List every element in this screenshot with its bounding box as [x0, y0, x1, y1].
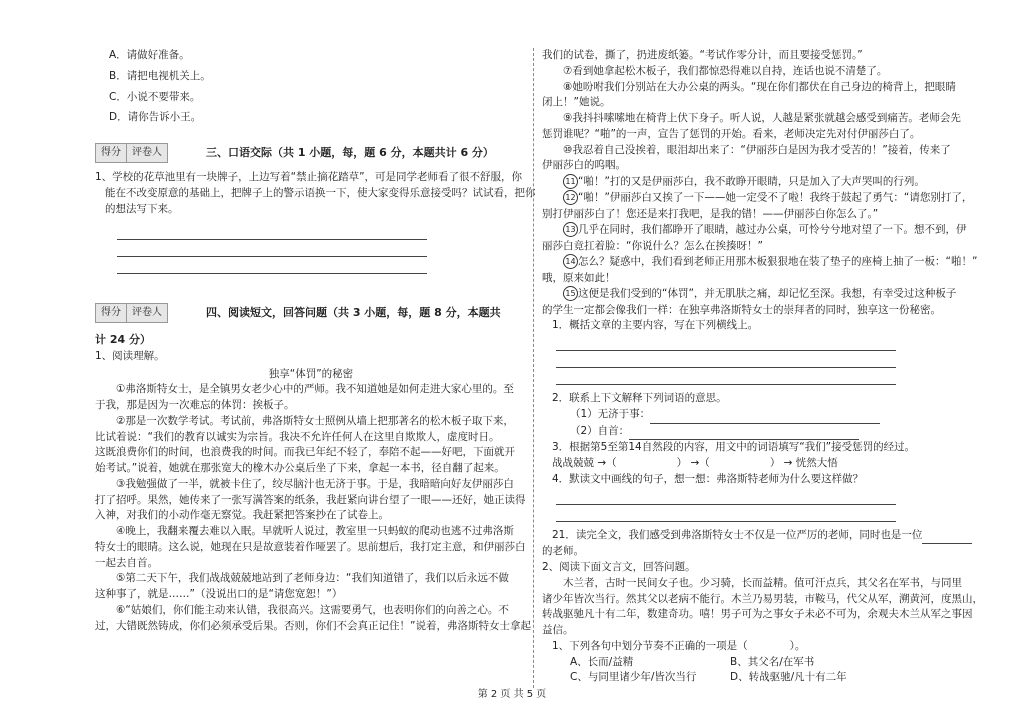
- question-2b-label: （2）自首：: [570, 424, 630, 437]
- text-line: ①弗洛斯特女士，是全镇男女老少心中的严师。我不知道她是如何走进大家心里的。至: [116, 383, 514, 396]
- text-line: ⑤第二天下午，我们战战兢兢地站到了老师身边：“我们知道错了，我们以后永远不做: [116, 572, 509, 585]
- mc-option-a[interactable]: A、长而/益精: [570, 655, 634, 668]
- paragraph-number: 15: [563, 286, 578, 301]
- text-line: ⑨我抖抖嗦嗦地在椅背上伏下身子。听人说，人越是紧张就越会感受到痛苦。老师会先: [563, 112, 961, 124]
- question-3: 3．根据第5至第14自然段的内容，用文中的词语填写“我们”接受惩罚的经过。: [552, 441, 916, 454]
- question-3-chain: [542, 456, 974, 472]
- score-box: [95, 303, 168, 323]
- question-21-cont: 的老师。: [542, 545, 584, 558]
- text-line: 打了招呼。果然，她传来了一张写满答案的纸条，我赶紧向讲台望了一眼——还好，她正读得: [95, 493, 526, 506]
- text-line: 几乎在同时，我们都睁开了眼睛，越过办公桌，可怜兮兮地对望了一下。想不到，伊: [578, 223, 967, 236]
- option-c: C．小说不要带来。: [109, 90, 201, 103]
- right-column: [542, 48, 983, 686]
- answer-line[interactable]: [556, 509, 896, 522]
- paragraph-number: 14: [563, 254, 578, 269]
- text-line: 伊丽莎白的呜咽。: [542, 159, 626, 172]
- text-line: ②那是一次数学考试。考试前，弗洛斯特女士照例从墙上把那著名的松木板子取下来，: [116, 414, 514, 427]
- paragraph-15: [542, 286, 974, 302]
- question-1: 1．概括文章的主要内容，写在下列横线上。: [552, 319, 759, 332]
- paragraph-11: [542, 174, 974, 190]
- grader-label: 评卷人: [126, 304, 167, 322]
- paragraph-number: 12: [563, 190, 578, 205]
- question-line: 的想法写下来。: [105, 202, 179, 215]
- text-line: ⑥“姑娘们，你们能主动来认错，我很高兴。这需要勇气，也表明你们的向善之心。不: [116, 603, 509, 616]
- page-footer: 第 2 页 共 5 页: [477, 689, 547, 700]
- text-line: 这便是我们受到的“体罚”，并无肌肤之痛，却记忆至深。我想，有幸受过这种板子: [578, 287, 957, 300]
- paragraph-number: 13: [563, 222, 578, 237]
- article-paragraph-4: [95, 524, 527, 571]
- answer-blank[interactable]: [922, 528, 972, 545]
- question-21-text: 21．读完全文，我们感受到弗洛斯特女士不仅是一位严厉的老师，同时也是一位: [552, 528, 923, 541]
- text-line: ⑦看到她拿起松木板子，我们都惊恐得难以自持，连话也说不清楚了。: [563, 64, 888, 77]
- article-title: 独享“体罚”的秘密: [268, 367, 354, 380]
- answer-line[interactable]: [556, 338, 896, 351]
- section3-question: [95, 170, 536, 217]
- text-line: “啪！”伊丽莎白又挨了一下——她一定受不了啦！我终于鼓起了勇气：“请您别打了，: [578, 191, 973, 204]
- answer-blank[interactable]: [629, 424, 859, 441]
- question-line: 能在不改变原意的基础上，把牌子上的警示语换一下，使大家变得乐意接受吗？试试看，把你: [105, 186, 536, 199]
- chain-start: 战战兢兢: [552, 457, 594, 469]
- text-line: 比试着说：“我们的教育以诚实为宗旨。我决不允许任何人在这里自欺欺人，虚度时日。: [95, 430, 500, 443]
- question-2a: [542, 407, 974, 424]
- classical-line: 诸少年皆次当行。然其父以老病不能行。木兰乃易男装，市鞍马，代父从军，溯黄河，度黑山，: [542, 592, 983, 605]
- grader-label: 评卷人: [126, 144, 167, 162]
- text-line: 怎么？疑惑中，我们看到老师正用那木板狠狠地在装了垫子的座椅上抽了一板：“啪！”: [578, 255, 978, 268]
- article-paragraph-1: [95, 382, 527, 414]
- answer-line[interactable]: [117, 227, 427, 240]
- left-column: [95, 48, 536, 634]
- option-d: D．请你告诉小王。: [109, 111, 202, 124]
- column-divider: [533, 48, 535, 688]
- answer-line[interactable]: [556, 372, 896, 385]
- score-box: [95, 143, 168, 163]
- mc-options-row-1: [542, 655, 974, 671]
- paragraph-14: [542, 254, 978, 270]
- answer-lines: [556, 338, 896, 385]
- score-label: 得分: [96, 304, 126, 322]
- text-line: “啪！”打的又是伊丽莎白，我不敢睁开眼睛，只是加入了大声哭叫的行列。: [578, 175, 925, 188]
- answer-lines: [556, 492, 896, 522]
- answer-line[interactable]: [556, 355, 896, 368]
- reading-intro: 1、阅读理解。: [95, 349, 165, 362]
- section4-title: 四、阅读短文，回答问题（共 3 小题，每，题 8 分，本题共: [206, 306, 501, 319]
- chain-arrow: →（: [597, 457, 617, 469]
- option-b: B．请把电视机关上。: [109, 69, 211, 82]
- section3-header: [95, 142, 527, 164]
- question-21: [542, 528, 974, 545]
- text-line: 这既浪费你们的时间，也浪费我的时间。而我已年纪不轻了，奉陪不起——好吧，下面就开: [95, 446, 515, 459]
- mc-option-c[interactable]: C、与同里诸少年/皆次当行: [570, 671, 697, 684]
- text-line: 惩罚谁呢？“啪”的一声，宣告了惩罚的开始。看来，老师决定先对付伊丽莎白了。: [542, 127, 921, 140]
- classical-line: 木兰者，古时一民间女子也。少习骑，长而益精。值可汗点兵，其父名在军书，与同里: [563, 576, 962, 589]
- text-line: 一起去自首。: [95, 556, 158, 569]
- chain-close: ）: [769, 457, 781, 469]
- text-line: 的学生一定都会像我们一样：在独享弗洛斯特女士的崇拜者的同时，独享这一份秘密。: [542, 303, 941, 316]
- article-paragraph-5: [95, 571, 527, 603]
- text-line: 闭上！”她说。: [542, 96, 611, 109]
- mc-option-b[interactable]: B、其父名/在军书: [730, 655, 815, 668]
- question-2b: [542, 424, 974, 441]
- text-line: 过，大错既然铸成，你们必须承受后果。否则，你们不会真正记住！”说着，弗洛斯特女士拿起: [95, 619, 531, 632]
- answer-lines: [117, 227, 427, 274]
- mc-options-row-2: [542, 670, 974, 686]
- paragraph-12: [542, 190, 974, 206]
- chain-arrow: →（: [690, 457, 710, 469]
- text-line: ④晚上，我翻来覆去难以入眠。早就听人说过，教室里一只蚂蚁的爬动也逃不过弗洛斯: [116, 525, 514, 537]
- classical-line: 转战驱驰凡十有二年，数建奇功。嘻！男子可为之事女子未必不可为，余观夫木兰从军之事因: [542, 608, 973, 621]
- answer-line[interactable]: [117, 261, 427, 274]
- text-line: 哦，原来如此！: [542, 271, 616, 284]
- question-2a-label: （1）无济于事：: [570, 407, 651, 420]
- question-line: 1、学校的花草池里有一块牌子，上边写着“禁止摘花踏草”，可是同学老师看了很不舒服，你: [95, 171, 523, 183]
- text-line: 别打伊丽莎白了！您还是来打我吧，是我的错！——伊丽莎白你怎么了。”: [542, 207, 879, 220]
- question-2: 2．联系上下文解释下列词语的意思。: [552, 392, 727, 404]
- article-paragraph-6: [95, 603, 531, 635]
- article-paragraph-2: [95, 414, 527, 477]
- answer-line[interactable]: [556, 492, 896, 505]
- mc-stem: 1、下列各句中划分节奏不正确的一项是（ ）。: [552, 639, 806, 652]
- text-line: ③我勉强做了一半，就被卡住了，绞尽脑汁也无济于事。于是，我暗暗向好友伊丽莎白: [116, 477, 514, 490]
- paragraph-number: 11: [563, 174, 578, 189]
- section4-title-cont: 计 24 分）: [95, 333, 151, 347]
- section3-title: 三、口语交际（共 1 小题，每，题 6 分，本题共计 6 分）: [206, 145, 494, 159]
- section4-header: [95, 302, 527, 324]
- option-a: A．请做好准备。: [109, 49, 190, 61]
- chain-end: → 恍然大悟: [783, 457, 838, 469]
- option-list: [95, 48, 527, 126]
- answer-line[interactable]: [117, 244, 427, 257]
- classical-line: 益信。: [542, 624, 574, 636]
- text-line: ⑩我忍着自己没挨着，眼泪却出来了：“伊丽莎白是因为我才受苦的！”接着，传来了: [563, 143, 951, 156]
- text-line: 丽莎白竟扛着脸：“你说什么？怎么在挨揍呀！”: [542, 239, 763, 252]
- article-paragraph-3: [95, 477, 527, 524]
- text-line: 我们的试卷，撕了，扔进废纸篓。“考试作零分计，而且要接受惩罚。”: [542, 49, 863, 61]
- reading2-intro: 2、阅读下面文言文，回答问题。: [542, 561, 696, 573]
- text-line: ⑧她吩咐我们分别站在大办公桌的两头。“现在你们都伏在自己身边的椅背上，把眼睛: [563, 80, 956, 93]
- text-line: 于我，那是因为一次难忘的体罚：挨板子。: [95, 399, 295, 411]
- answer-blank[interactable]: [650, 407, 880, 424]
- text-line: 入神，对我们的小动作毫无察觉。我赶紧把答案抄在了试卷上。: [95, 509, 389, 522]
- text-line: 特女士的眼睛。这么说，她现在只是故意装着作哑罢了。思前想后，我打定主意，和伊丽莎白: [95, 540, 526, 553]
- question-4: 4．默读文中画线的句子，想一想：弗洛斯特老师为什么要这样做？: [552, 472, 864, 485]
- paragraph-13: [542, 222, 974, 238]
- text-line: 这种事了，就是……”（没说出口的是“请您宽恕！”）: [95, 588, 343, 600]
- score-label: 得分: [96, 144, 126, 162]
- text-line: 始考试。”说着，她就在那张宽大的橡木办公桌后坐了下来，拿起一本书，径自翻了起来。: [95, 462, 505, 474]
- chain-close: ）: [676, 457, 688, 469]
- mc-option-d[interactable]: D、转战驱驰/凡十有二年: [730, 671, 847, 684]
